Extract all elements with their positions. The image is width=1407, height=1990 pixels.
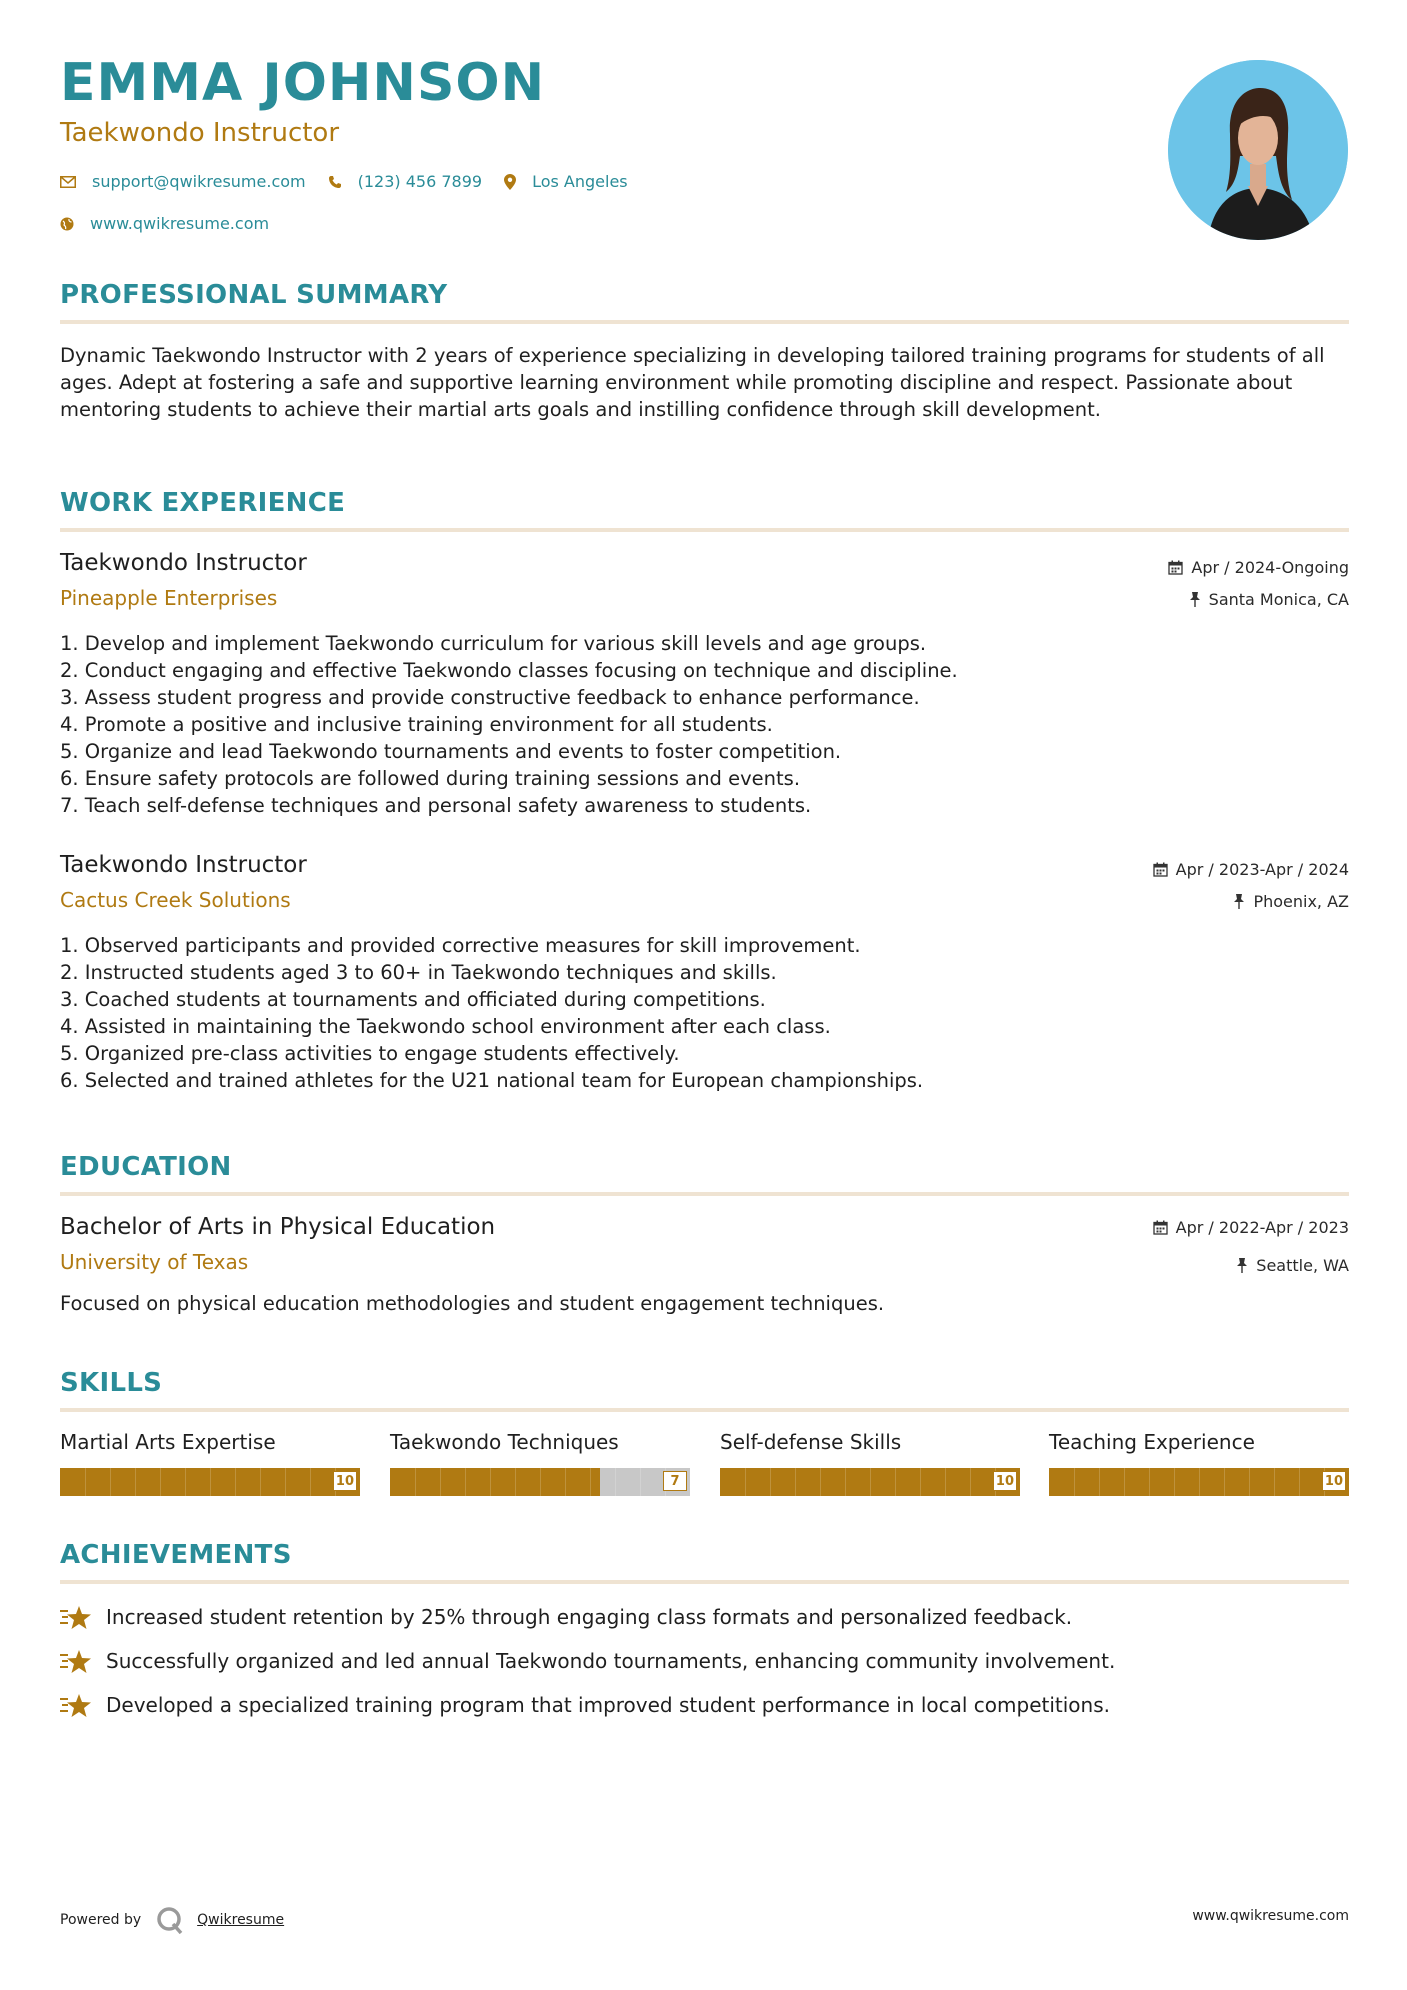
- list-item: 5. Organize and lead Taekwondo tournaments and events to foster competition.: [60, 740, 842, 763]
- skill-bar: [390, 1468, 690, 1496]
- star-trophy-icon: [60, 1604, 92, 1630]
- job-entry: [60, 852, 1349, 1102]
- skill-bar-segment: [590, 1468, 591, 1496]
- skill-bar-segment: [285, 1468, 286, 1496]
- envelope-icon: [60, 176, 76, 188]
- list-item: 4. Assisted in maintaining the Taekwondo school environment after each class.: [60, 1015, 831, 1038]
- brand-link[interactable]: Qwikresume: [197, 1912, 285, 1928]
- list-item: 7. Teach self-defense techniques and personal safety awareness to students.: [60, 794, 812, 817]
- summary-text: Dynamic Taekwondo Instructor with 2 years of experience specializing in developing tailored training programs for students of all ages. Adept at fostering a safe and supportive learning environment while promoting discipline and respect. Passionate about mentoring students to achieve their martial arts goals and instilling confidence through skill development.: [60, 344, 1325, 421]
- education-dates: [1153, 1218, 1349, 1237]
- achievement-item: [60, 1604, 1072, 1630]
- job-duties: [60, 630, 958, 819]
- education-heading: EDUCATION: [60, 1152, 232, 1182]
- skill-bar-segment: [110, 1468, 111, 1496]
- skill-bar-segment: [845, 1468, 846, 1496]
- skill-item: [390, 1430, 690, 1489]
- achievement-item: [60, 1692, 1110, 1718]
- job-dates-text: Apr / 2023-Apr / 2024: [1175, 860, 1349, 879]
- job-duties: [60, 932, 923, 1094]
- education-description: Focused on physical education methodologies and student engagement techniques.: [60, 1292, 885, 1315]
- globe-icon: [60, 217, 74, 231]
- skill-level-badge: 10: [333, 1471, 357, 1491]
- location-text: Los Angeles: [532, 172, 628, 191]
- section-divider: [60, 1408, 1349, 1412]
- skill-bar-segment: [415, 1468, 416, 1496]
- skill-bar: [60, 1468, 360, 1496]
- education-entry: [60, 1214, 1349, 1324]
- footer-url[interactable]: www.qwikresume.com: [1192, 1908, 1349, 1924]
- job-dates: [1153, 860, 1349, 879]
- skill-bar-segment: [1249, 1468, 1250, 1496]
- page-footer: [60, 1900, 1349, 1930]
- job-location-text: Phoenix, AZ: [1253, 892, 1349, 911]
- list-item: 3. Coached students at tournaments and officiated during competitions.: [60, 988, 766, 1011]
- star-trophy-icon: [60, 1648, 92, 1674]
- website-row: [60, 214, 291, 233]
- job-title: Taekwondo Instructor: [60, 852, 307, 878]
- skill-bar-segment: [135, 1468, 136, 1496]
- skill-bar-segment: [615, 1468, 616, 1496]
- profile-photo: [1168, 60, 1348, 240]
- list-item: 6. Selected and trained athletes for the U21 national team for European championships.: [60, 1069, 924, 1092]
- phone-icon: [328, 175, 342, 189]
- phone-text: (123) 456 7899: [357, 172, 483, 191]
- skills-grid: [60, 1430, 1349, 1500]
- website-item[interactable]: [60, 214, 269, 233]
- skill-bar-segment: [515, 1468, 516, 1496]
- achievement-item: [60, 1648, 1115, 1674]
- skill-level-badge: 7: [663, 1471, 687, 1491]
- job-location-text: Santa Monica, CA: [1208, 590, 1349, 609]
- skill-bar-segment: [795, 1468, 796, 1496]
- skill-bar-segment: [745, 1468, 746, 1496]
- summary-section: [60, 280, 1349, 423]
- powered-by: [60, 1906, 284, 1934]
- map-pin-icon: [504, 174, 516, 190]
- job-company: Cactus Creek Solutions: [60, 888, 291, 912]
- achievements-section: [60, 1540, 1349, 1584]
- section-divider: [60, 320, 1349, 324]
- job-dates-text: Apr / 2024-Ongoing: [1191, 558, 1349, 577]
- list-item: 4. Promote a positive and inclusive training environment for all students.: [60, 713, 773, 736]
- skill-bar-segment: [85, 1468, 86, 1496]
- skill-bar-segment: [310, 1468, 311, 1496]
- skill-bar-segment: [185, 1468, 186, 1496]
- skills-heading: SKILLS: [60, 1368, 163, 1398]
- email-text: support@qwikresume.com: [92, 172, 306, 191]
- skill-level-badge: 10: [993, 1471, 1017, 1491]
- skill-item: [720, 1430, 1020, 1489]
- skill-bar-segment: [1074, 1468, 1075, 1496]
- calendar-icon: [1168, 560, 1183, 575]
- job-company: Pineapple Enterprises: [60, 586, 278, 610]
- calendar-icon: [1153, 862, 1168, 877]
- list-item: 1. Develop and implement Taekwondo curriculum for various skill levels and age groups.: [60, 632, 927, 655]
- list-item: 5. Organized pre-class activities to engage students effectively.: [60, 1042, 680, 1065]
- skill-bar-segment: [870, 1468, 871, 1496]
- skill-item: [1049, 1430, 1349, 1489]
- skill-bar-segment: [235, 1468, 236, 1496]
- skill-bar-segment: [1274, 1468, 1275, 1496]
- skill-name: Taekwondo Techniques: [390, 1430, 619, 1454]
- list-item: 1. Observed participants and provided corrective measures for skill improvement.: [60, 934, 861, 957]
- website-text: www.qwikresume.com: [90, 214, 270, 233]
- skill-bar-segment: [1199, 1468, 1200, 1496]
- section-divider: [60, 1192, 1349, 1196]
- section-divider: [60, 528, 1349, 532]
- qwikresume-logo-icon: [155, 1906, 185, 1934]
- skill-name: Martial Arts Expertise: [60, 1430, 276, 1454]
- achievement-text: Increased student retention by 25% through engaging class formats and personalized feedback.: [106, 1605, 1073, 1629]
- skill-bar-segment: [970, 1468, 971, 1496]
- contact-row: [60, 172, 650, 191]
- skill-bar-segment: [820, 1468, 821, 1496]
- skill-bar-segment: [490, 1468, 491, 1496]
- skill-bar-fill: [390, 1468, 600, 1496]
- pushpin-icon: [1233, 894, 1245, 909]
- skill-bar-segment: [565, 1468, 566, 1496]
- phone-item[interactable]: [328, 172, 482, 191]
- degree-title: Bachelor of Arts in Physical Education: [60, 1214, 496, 1240]
- job-title: Taekwondo Instructor: [60, 550, 307, 576]
- skill-bar-segment: [1149, 1468, 1150, 1496]
- education-location: [1236, 1256, 1349, 1275]
- skill-bar-segment: [1124, 1468, 1125, 1496]
- education-section: [60, 1152, 1349, 1196]
- skill-bar-segment: [920, 1468, 921, 1496]
- powered-by-label: Powered by: [60, 1912, 142, 1928]
- job-location: [1233, 892, 1349, 911]
- section-divider: [60, 1580, 1349, 1584]
- skill-bar-segment: [260, 1468, 261, 1496]
- skill-bar-segment: [770, 1468, 771, 1496]
- skill-bar-segment: [640, 1468, 641, 1496]
- pushpin-icon: [1189, 592, 1201, 607]
- skill-bar-segment: [945, 1468, 946, 1496]
- skill-bar-segment: [1299, 1468, 1300, 1496]
- skill-bar-segment: [1224, 1468, 1225, 1496]
- experience-heading: WORK EXPERIENCE: [60, 488, 346, 518]
- skill-name: Self-defense Skills: [720, 1430, 902, 1454]
- email-item[interactable]: [60, 172, 306, 191]
- summary-heading: PROFESSIONAL SUMMARY: [60, 280, 448, 310]
- job-entry: [60, 550, 1349, 820]
- education-location-text: Seattle, WA: [1256, 1256, 1349, 1275]
- school-name: University of Texas: [60, 1250, 249, 1274]
- calendar-icon: [1153, 1220, 1168, 1235]
- skill-bar-segment: [1099, 1468, 1100, 1496]
- job-dates: [1168, 558, 1349, 577]
- skill-bar-segment: [465, 1468, 466, 1496]
- skill-bar-segment: [440, 1468, 441, 1496]
- star-trophy-icon: [60, 1692, 92, 1718]
- list-item: 3. Assess student progress and provide constructive feedback to enhance performance.: [60, 686, 920, 709]
- achievement-text: Successfully organized and led annual Taekwondo tournaments, enhancing community involvement.: [106, 1649, 1116, 1673]
- experience-section: [60, 488, 1349, 532]
- list-item: 6. Ensure safety protocols are followed during training sessions and events.: [60, 767, 801, 790]
- achievement-text: Developed a specialized training program that improved student performance in local competitions.: [106, 1693, 1110, 1717]
- skill-bar-segment: [210, 1468, 211, 1496]
- skills-section: [60, 1368, 1349, 1412]
- pushpin-icon: [1236, 1258, 1248, 1273]
- skill-name: Teaching Experience: [1049, 1430, 1255, 1454]
- list-item: 2. Instructed students aged 3 to 60+ in Taekwondo techniques and skills.: [60, 961, 777, 984]
- location-item: [504, 172, 628, 191]
- education-dates-text: Apr / 2022-Apr / 2023: [1175, 1218, 1349, 1237]
- skill-bar-segment: [895, 1468, 896, 1496]
- candidate-name: EMMA JOHNSON: [60, 53, 546, 113]
- skill-bar: [1049, 1468, 1349, 1496]
- skill-bar-segment: [1174, 1468, 1175, 1496]
- skill-bar-segment: [160, 1468, 161, 1496]
- skill-bar: [720, 1468, 1020, 1496]
- person-portrait-icon: [1168, 60, 1348, 240]
- skill-item: [60, 1430, 360, 1489]
- job-location: [1189, 590, 1349, 609]
- skill-bar-segment: [540, 1468, 541, 1496]
- candidate-title: Taekwondo Instructor: [60, 118, 340, 148]
- list-item: 2. Conduct engaging and effective Taekwondo classes focusing on technique and discipline.: [60, 659, 958, 682]
- skill-level-badge: 10: [1322, 1471, 1346, 1491]
- achievements-heading: ACHIEVEMENTS: [60, 1540, 292, 1570]
